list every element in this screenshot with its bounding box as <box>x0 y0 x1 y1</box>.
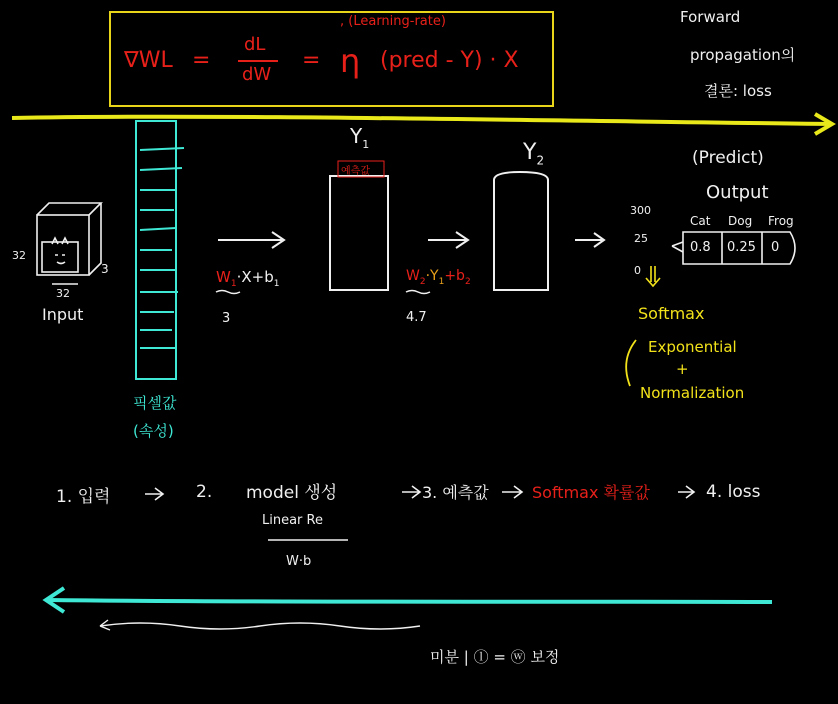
layer1-equation: $W_1\cdot X+b_1$ <box>216 268 280 289</box>
input-label: Input <box>42 305 84 324</box>
pixel-label-line1: 픽셀값 <box>133 394 177 412</box>
forward-note-line2: propagation의 <box>690 46 796 64</box>
w2-underline <box>406 291 430 294</box>
output-title1: (Predict) <box>692 148 764 168</box>
output-scale-top: 300 <box>630 204 651 217</box>
forward-note-line3: 결론: loss <box>704 82 772 100</box>
pixel-column <box>136 121 184 379</box>
pred-tag: 예측값 <box>341 166 370 177</box>
step-4: 4. loss <box>706 482 761 502</box>
formula-denominator: dW <box>242 64 272 85</box>
output-value-dog: 0.25 <box>727 240 756 255</box>
layer2-equation: $W_2\cdot Y_1+b_2$ <box>406 268 471 287</box>
softmax-down-arrow <box>646 266 660 286</box>
step-2-text: model 생성 <box>246 483 338 503</box>
y1-label: $Y_1$ <box>350 124 370 151</box>
step-2-number: 2. <box>196 482 213 502</box>
layer1-box <box>330 176 388 290</box>
backprop-arrow <box>48 600 772 602</box>
flow-arrows <box>218 232 604 248</box>
input-dim-width: 32 <box>56 287 70 300</box>
backprop-squiggle <box>100 620 420 630</box>
output-scale-mid: 25 <box>634 232 648 245</box>
y2-label: $Y_2$ <box>523 140 545 168</box>
output-class-dog: Dog <box>728 214 753 228</box>
softmax-bracket <box>626 340 636 386</box>
step-2-sub: Linear Re <box>262 513 323 528</box>
formula-lhs: ∇WL <box>124 48 173 73</box>
backprop-note: 미분 | ⓛ = ⓦ 보정 <box>430 648 560 666</box>
input-dim-depth: 3 <box>101 262 109 276</box>
forward-note-line1: Forward <box>680 8 741 26</box>
plus-label: + <box>676 360 689 378</box>
input-cube <box>37 203 101 284</box>
output-class-cat: Cat <box>690 214 711 228</box>
output-value-frog: 0 <box>771 240 780 255</box>
exponential-label: Exponential <box>648 338 737 356</box>
step-softmax: Softmax 확률값 <box>532 483 650 502</box>
output-class-frog: Frog <box>768 214 794 228</box>
layer2-note: 4.7 <box>406 310 427 325</box>
formula-lr-note: , (Learning-rate) <box>340 14 446 29</box>
layer1-note: 3 <box>222 311 231 326</box>
softmax-label: Softmax <box>638 304 705 323</box>
formula-rhs: (pred - Y) · X <box>380 48 519 73</box>
forward-arrow <box>12 117 830 124</box>
step-2-params: W·b <box>286 554 312 569</box>
w1-underline <box>216 291 240 294</box>
step-1: 1. 입력 <box>56 487 111 507</box>
input-dim-height: 32 <box>12 249 26 262</box>
step-3: 3. 예측값 <box>422 483 489 502</box>
output-value-cat: 0.8 <box>690 240 711 255</box>
formula-eta: η <box>340 42 361 80</box>
formula-eq2: = <box>302 48 321 73</box>
pixel-label-line2: (속성) <box>133 422 174 440</box>
formula-eq1: = <box>192 48 211 73</box>
normalization-label: Normalization <box>640 384 745 402</box>
formula-numerator: dL <box>244 34 266 55</box>
output-scale-bottom: 0 <box>634 264 641 277</box>
layer2-box <box>494 172 548 290</box>
output-title2: Output <box>706 182 769 203</box>
